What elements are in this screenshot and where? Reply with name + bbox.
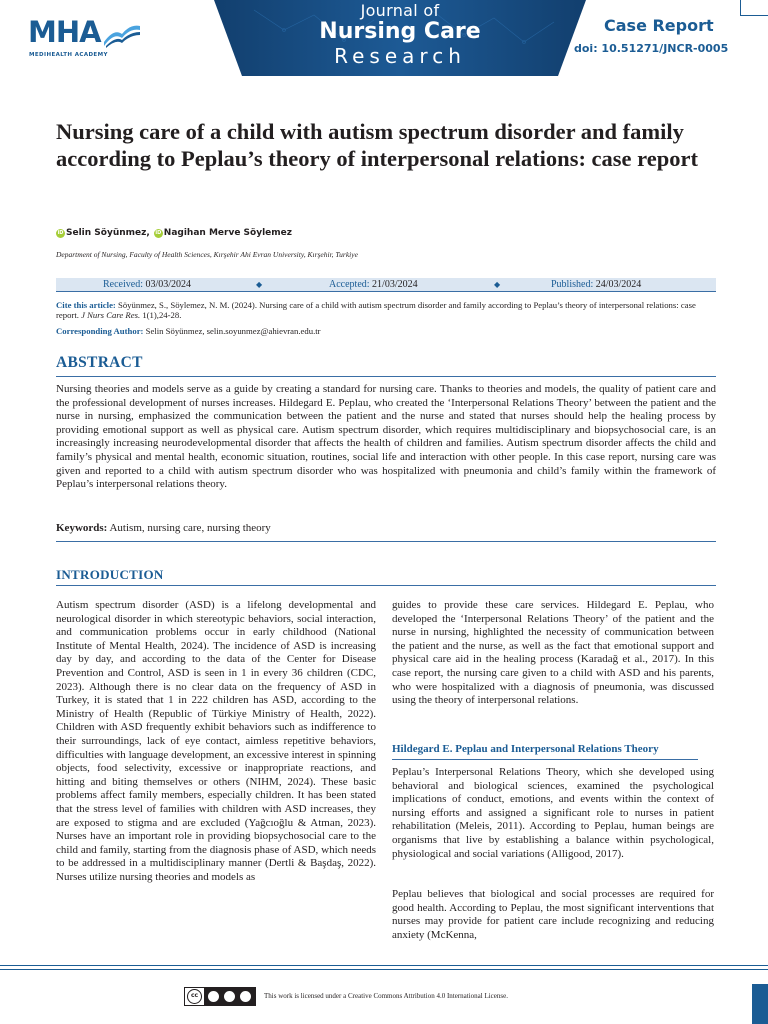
license-text[interactable]: This work is licensed under a Creative Commons Attribution 4.0 International License. (264, 992, 508, 1000)
abstract-heading: ABSTRACT (56, 354, 143, 371)
introduction-heading: INTRODUCTION (56, 567, 164, 582)
intro-paragraph: Autism spectrum disorder (ASD) is a lifelong developmental and neurological disorder in which stereotypic behaviors, social interaction, and communication problems occur in early childhood (National Institute of Mental Health, 2024). The incidence of ASD is increasing day by day, and according to the data of the Center for Disease Prevention and Control, ASD is seen in 1 in every 36 children (CDC, 2023). Although there is no clear data on the frequency of ASD in Turkey, it is stated that 1 in 222 children has ASD, according to the Ministry of Health (Republic of Türkiye Ministry of Health, 2022). Children with ASD frequently exhibit behaviors such as indifference to their surroundings, lack of eye contact, aimless repetitive behaviors, difficulties with language development, an excessive interest in spinning objects, food selectivity, excessive or inappropriate reactions, and hitting and biting themselves or others (NIHM, 2024). These basic problems affect family members, especially children. It has been stated that the stress level of families with children with ASD increases, they are exposed to stigma and are excluded (Yağcıoğlu & Atman, 2023). Nurses have an important role in providing biopsychosocial care to the child and family, starting from the diagnosis phase of ASD, which needs to be addressed in a multidisciplinary manner (Dertli & Başdaş, 2022). Nurses utilize nursing theories and models as (56, 599, 376, 883)
intro-paragraph: Peplau believes that biological and social processes are required for good health. According to Peplau, the most significant interventions that nurses may provide for patient care include recognizing and reducing anxiety (McKenna, (392, 888, 714, 941)
nd-icon (240, 991, 251, 1002)
doi-link[interactable]: doi: 10.51271/JNCR-0005 (574, 42, 729, 55)
intro-paragraph: Peplau’s Interpersonal Relations Theory, which she developed using behavioral and biological sciences, examined the psychological implications of conduct, emotions, and events within the context of nursing efforts and assigned a significant role to nurses in patient rehabilitation (Meleis, 2011). According to Peplau, human beings are organisms that live by establishing a balance within psychological, physiological and social variations (Alligood, 2017). (392, 766, 714, 860)
cc-icon: cc (187, 989, 202, 1004)
orcid-icon[interactable]: iD (155, 229, 162, 236)
author-name: Selin Söyünmez, (66, 228, 150, 238)
page-tab (752, 984, 768, 1024)
subsection-heading: Hildegard E. Peplau and Interpersonal Relations Theory (392, 743, 659, 755)
publisher-logo[interactable] (28, 16, 138, 64)
by-icon (208, 991, 219, 1002)
corresponding-author: Corresponding Author: Selin Söyünmez, selin.soyunmez@ahievran.edu.tr (56, 326, 321, 336)
orcid-icon[interactable]: iD (57, 229, 64, 236)
divider (56, 376, 716, 377)
cc-by-nc-nd-icons (204, 988, 255, 1005)
received-date: Received: 03/03/2024 (103, 279, 192, 290)
dates-bar (56, 278, 716, 292)
divider (56, 585, 716, 586)
divider (392, 759, 698, 760)
intro-paragraph: guides to provide these care services. Hildegard E. Peplau, who developed the ‘Interpersonal Relations Theory’ of the patient and the nurse in nursing, highlighted the necessity of communication between the patient and the nurse, as well as the fact that emotional support and physical care aid in the healing process (Karadağ et al., 2017). In this case report, the nursing care given to a child with ASD and his parents, who were hospitalized with a diagnosis of pneumonia, was discussed using the theory of interpersonal relations. (392, 599, 714, 707)
author-list (56, 228, 292, 238)
footer-rule (0, 969, 768, 970)
article-type: Case Report (604, 16, 714, 35)
journal-research-text: Research (334, 44, 466, 68)
nc-icon (224, 991, 235, 1002)
logo-letters: MHA (28, 15, 101, 49)
footer-rule (0, 965, 768, 966)
published-date: Published: 24/03/2024 (551, 279, 642, 290)
article-meta (572, 0, 768, 66)
accepted-date: Accepted: 21/03/2024 (329, 279, 418, 290)
separator-icon: ◆ (494, 280, 501, 289)
author-name: Nagihan Merve Söylemez (163, 228, 292, 238)
author-affiliation: Department of Nursing, Faculty of Health Sciences, Kırşehir Ahi Evran University, Kırşehir, Turkiye (56, 250, 358, 259)
abstract-text: Nursing theories and models serve as a guide by creating a standard for nursing care. Thanks to theories and models, the quality of patient care and the professional development of nurses increases. Hildegard E. Peplau, who created the ‘Interpersonal Relations Theory’ between the patient and the nurse in nursing, emphasized the communication between the patient and the nurse and stated that nurses should help the healing process by providing emotional support as well as physical care. Autism spectrum disorder, which requires multidisciplinary and biopsychosocial care, is an increasingly increasing neurodevelopmental disorder that affects the health of children and families. Autism spectrum disorder affects the child and family’s physical and mental health, economic situation, routines, social life and interaction with other people. In this case report, nursing care was given and reported to a child with autism spectrum disorder who was hospitalized with pneumonia and child’s family within the framework of Peplau’s interpersonal relations theory. (56, 383, 716, 491)
keywords: Keywords: Autism, nursing care, nursing theory (56, 522, 271, 534)
separator-icon: ◆ (256, 280, 263, 289)
journal-header (0, 0, 768, 78)
book-icon (102, 20, 142, 48)
corner-decoration (740, 0, 768, 16)
journal-name-text: Nursing Care (319, 19, 481, 44)
logo-subtitle: MEDIHEALTH ACADEMY (29, 52, 108, 58)
journal-of-text: Journal of (360, 1, 440, 20)
divider (56, 541, 716, 542)
citation: Cite this article: Söyünmez, S., Söylemez, N. M. (2024). Nursing care of a child with autism spectrum disorder and family according to Peplau’s theory of interpersonal relations: case report. J Nurs Care Res. 1(1),24-28. (56, 300, 696, 320)
cc-license-badge[interactable] (184, 987, 256, 1006)
journal-banner (214, 0, 586, 76)
article-title: Nursing care of a child with autism spectrum disorder and family according to Peplau’s theory of interpersonal relations: case report (56, 119, 698, 171)
